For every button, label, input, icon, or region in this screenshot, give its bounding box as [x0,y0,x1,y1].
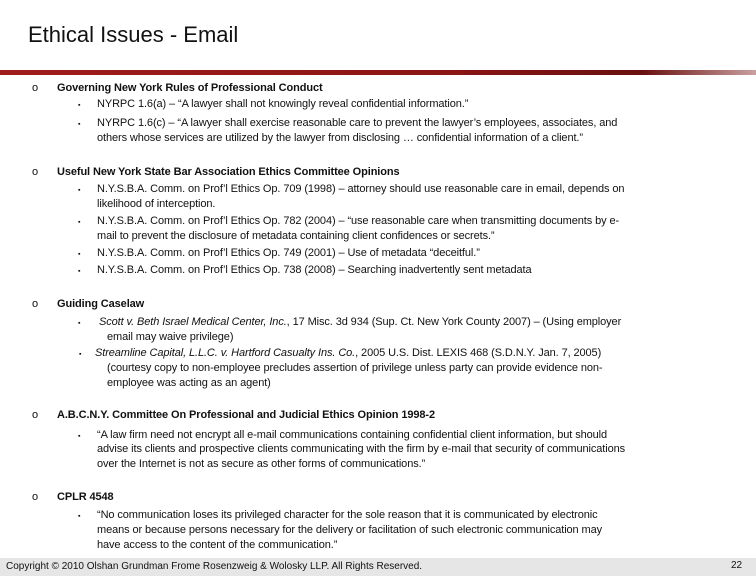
list-item-line [97,198,215,211]
case-name: Streamline Capital, L.L.C. v. Hartford Casualty Ins. Co. [95,347,356,359]
item-bullet-icon: ▪ [78,102,81,109]
page-number: 22 [731,560,743,571]
section-heading: Governing New York Rules of Professional Conduct [57,82,323,94]
item-text: “No communication loses its privileged character for the sole reason that it is communicated by electronic [97,509,598,521]
list-item-line [107,362,602,375]
footer [0,558,756,576]
list-item-line [97,524,602,537]
item-bullet-icon: ▪ [78,268,81,275]
item-text: others whose services are utilized by the lawyer from disclosing … confidential information of a client.” [97,132,583,144]
list-item-line [97,458,425,471]
list-item-line [97,443,625,456]
list-item-line [97,98,468,111]
item-bullet-icon: ▪ [78,121,81,128]
item-text: advise its clients and prospective clients communicating with the firm by e-mail that security of communications [97,443,626,455]
list-item-line [107,377,271,390]
item-text: , 17 Misc. 3d 934 (Sup. Ct. New York County 2007) – (Using employer [286,316,622,328]
list-item-line [97,215,619,228]
list-item-line [97,509,598,522]
item-text: means or because persons necessary for the delivery or facilitation of such electronic communication may [97,524,603,536]
section-bullet-icon: o [32,166,39,178]
item-text: “A law firm need not encrypt all e-mail communications containing confidential client information, but should [97,429,608,441]
slide-title: Ethical Issues - Email [28,22,239,47]
item-text: N.Y.S.B.A. Comm. on Prof’l Ethics Op. 782 (2004) – “use reasonable care when transmitting documents by e- [97,215,620,227]
list-item-line [97,230,495,243]
list-item-line [107,331,233,344]
item-bullet-icon: ▪ [78,513,81,520]
list-item-line [97,132,583,145]
copyright-text: Copyright © 2010 Olshan Grundman Frome Rosenzweig & Wolosky LLP. All Rights Reserved. [6,561,423,572]
item-text: employee was acting as an agent) [107,377,271,389]
item-text: email may waive privilege) [107,331,234,343]
list-item-line [99,316,621,329]
item-text: have access to the content of the communication.” [97,539,338,551]
list-item-line [97,539,337,552]
item-bullet-icon: ▪ [78,433,81,440]
item-bullet-icon: ▪ [78,187,81,194]
item-text: NYRPC 1.6(a) – “A lawyer shall not knowingly reveal confidential information.” [97,98,469,110]
list-item-line [95,347,601,360]
list-item-line [97,429,607,442]
list-item-line [97,117,617,130]
item-text: , 2005 U.S. Dist. LEXIS 468 (S.D.N.Y. Jan. 7, 2005) [355,347,602,359]
section-heading: A.B.C.N.Y. Committee On Professional and Judicial Ethics Opinion 1998-2 [57,409,435,421]
case-name: Scott v. Beth Israel Medical Center, Inc. [99,316,287,328]
item-text: likelihood of interception. [97,198,216,210]
section-heading: Guiding Caselaw [57,298,145,310]
title-divider [0,70,756,75]
section-bullet-icon: o [32,298,39,310]
item-text: N.Y.S.B.A. Comm. on Prof’l Ethics Op. 709 (1998) – attorney should use reasonable care in email, depends on [97,183,625,195]
item-text: mail to prevent the disclosure of metadata containing client confidences or secrets.” [97,230,495,242]
section-bullet-icon: o [32,491,39,503]
section-heading: Useful New York State Bar Association Ethics Committee Opinions [57,166,400,178]
item-text: (courtesy copy to non-employee precludes assertion of privilege unless party can provide evidence non- [107,362,603,374]
item-bullet-icon: ▪ [78,219,81,226]
list-item-line [97,183,624,196]
item-text: NYRPC 1.6(c) – “A lawyer shall exercise reasonable care to prevent the lawyer’s employees, associates, and [97,117,618,129]
item-text: N.Y.S.B.A. Comm. on Prof’l Ethics Op. 749 (2001) – Use of metadata “deceitful.” [97,247,480,259]
section-heading: CPLR 4548 [57,491,114,503]
item-text: over the Internet is not as secure as other forms of communications.” [97,458,426,470]
section-bullet-icon: o [32,82,39,94]
list-item-line [97,247,480,260]
item-bullet-icon: ▪ [79,351,82,358]
item-text: N.Y.S.B.A. Comm. on Prof’l Ethics Op. 738 (2008) – Searching inadvertently sent metadata [97,264,532,276]
item-bullet-icon: ▪ [78,251,81,258]
list-item-line [97,264,531,277]
section-bullet-icon: o [32,409,39,421]
item-bullet-icon: ▪ [78,320,81,327]
